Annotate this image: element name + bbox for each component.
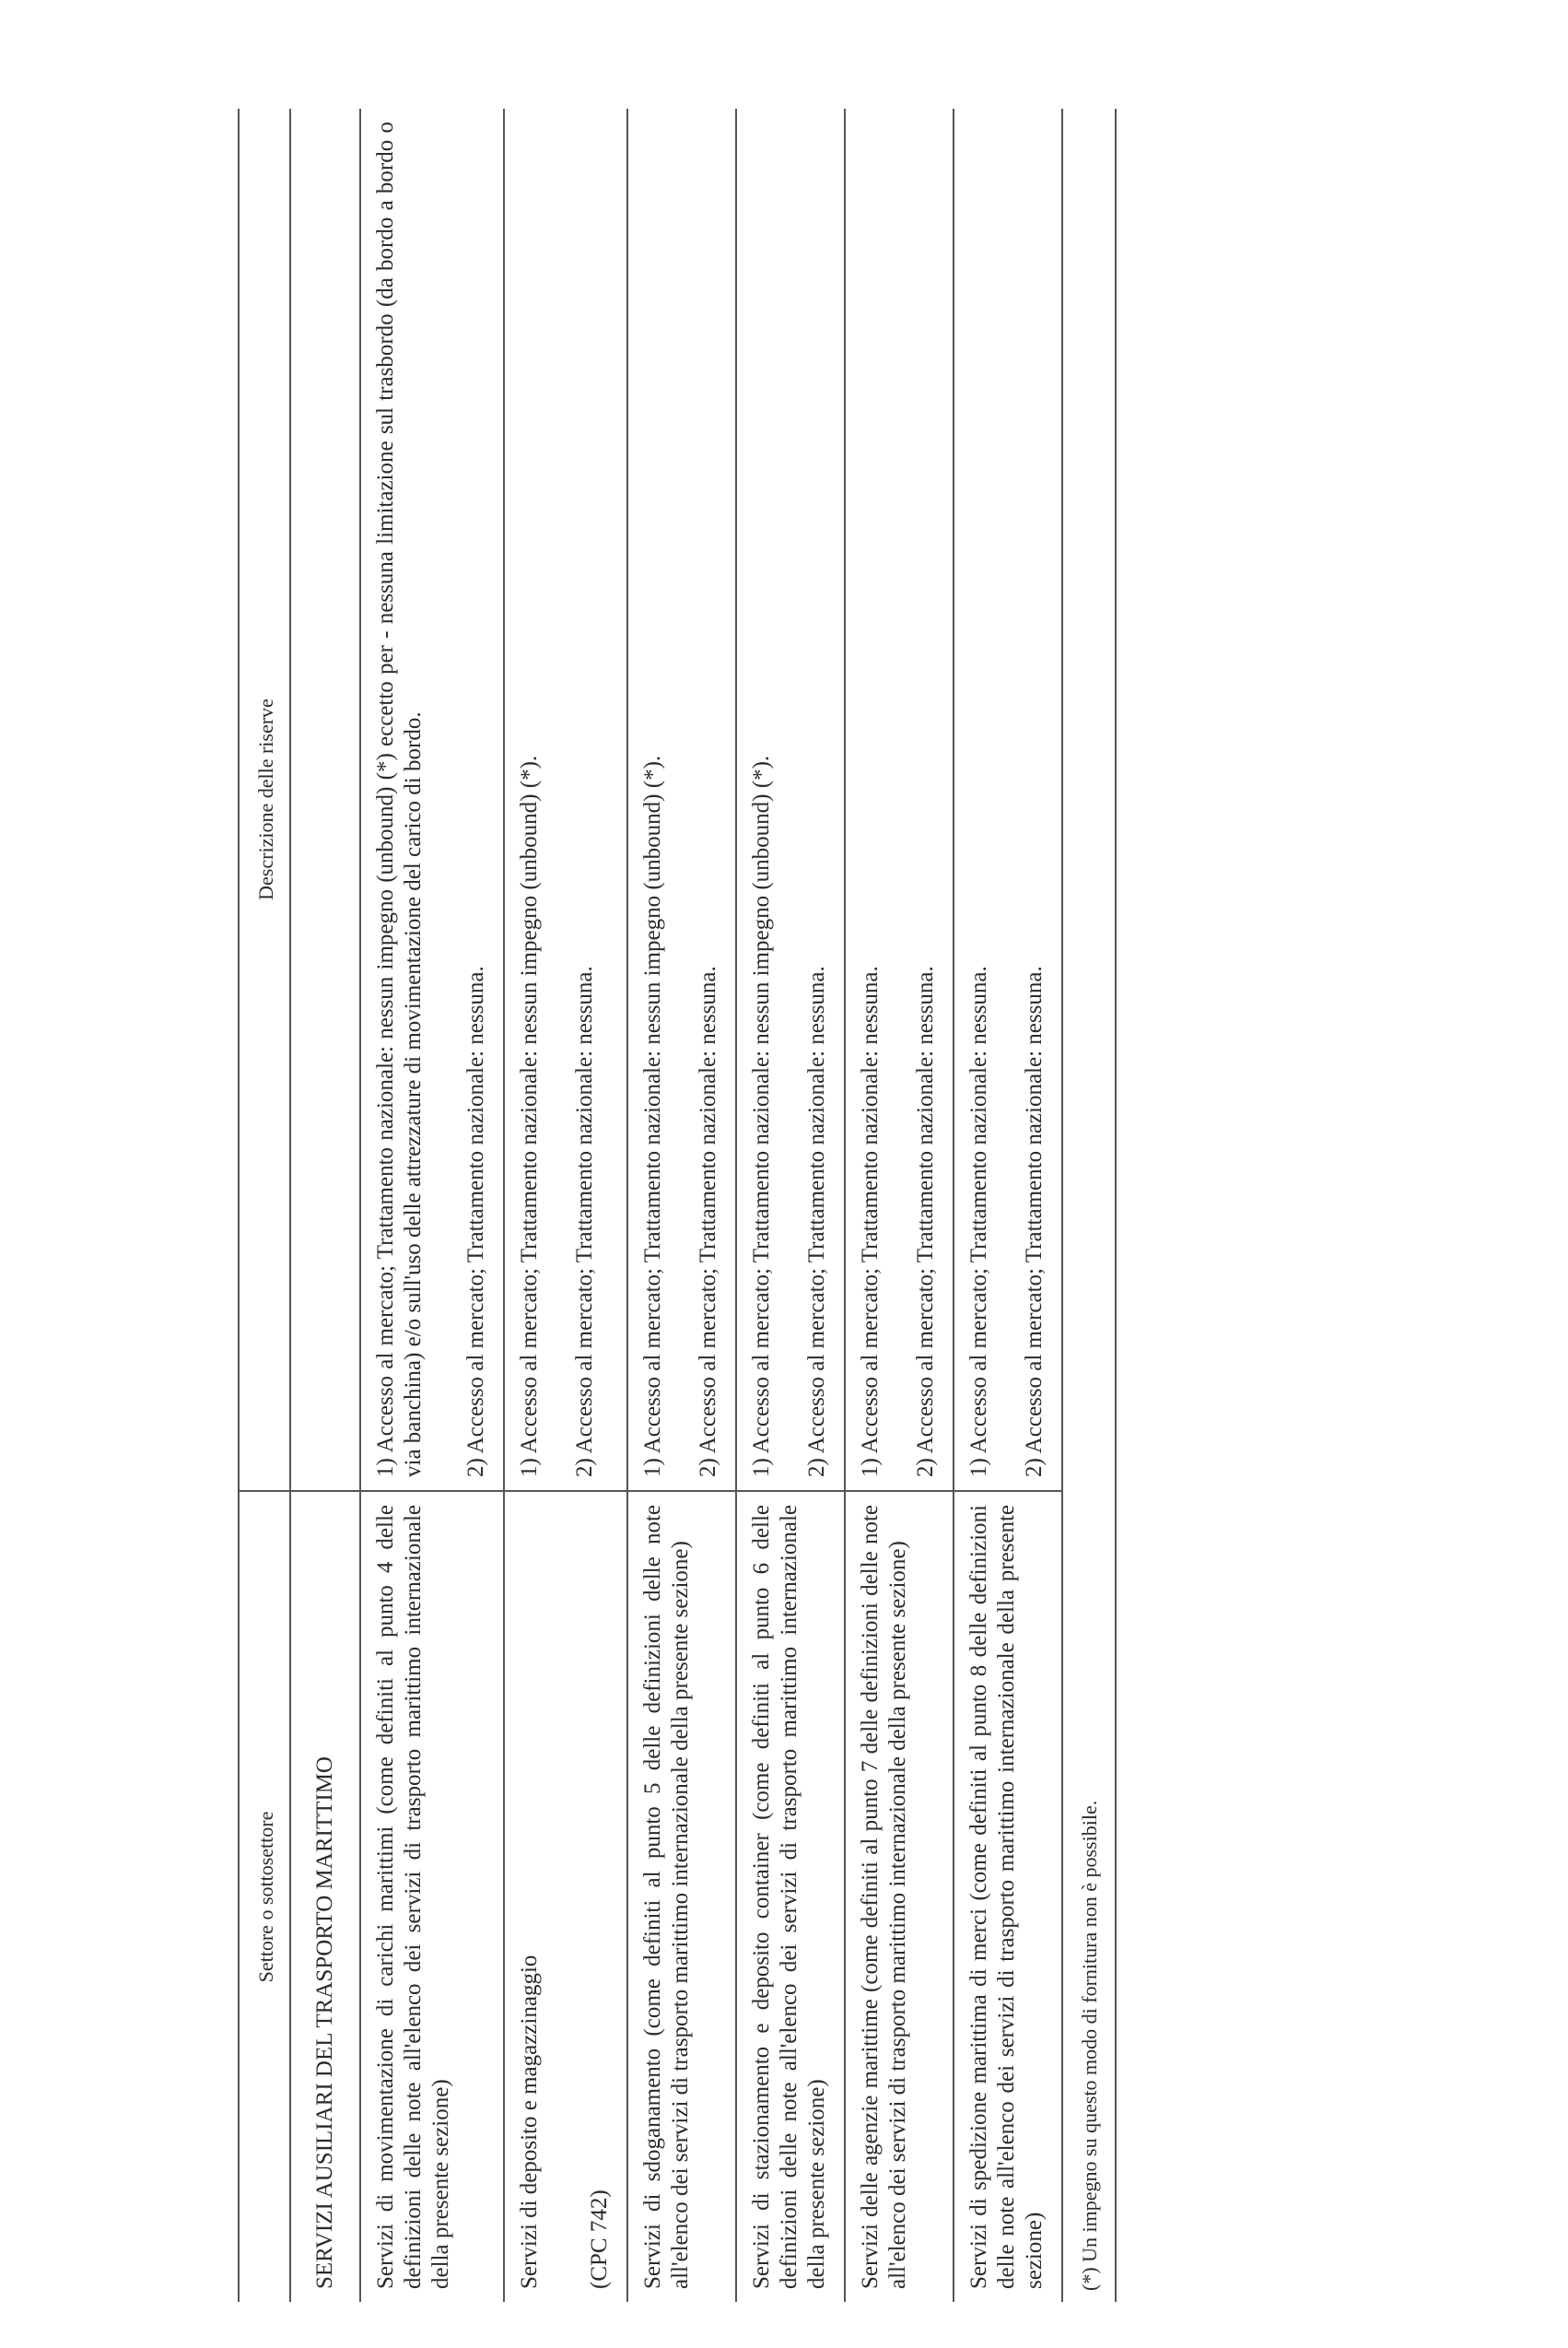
row-description (954, 109, 1062, 1491)
table-row (736, 109, 845, 2302)
sector-text: Servizi di movimentazione di carichi marittimi (come definiti al punto 4 delle definizioni delle note all'elenco dei servizi di trasporto marittimo internazionale della presente sezione) (373, 1505, 453, 2289)
row-description (360, 109, 504, 1491)
sector-text: Servizi delle agenzie marittime (come definiti al punto 7 delle definizioni delle note all'elenco dei servizi di trasporto marittimo internazionale della presente sezione) (858, 1505, 910, 2289)
reserve-item: 2) Accesso al mercato; Trattamento nazionale: nessuna. (572, 966, 597, 1477)
reserve-item: 1) Accesso al mercato; Trattamento nazionale: nessun impegno (unbound) (*) eccetto per - nessuna limitazione sul trasbordo (da bordo a bordo o via banchina) e/o sull'uso delle attrezzature di movimentazione del carico di bordo. (373, 122, 426, 1477)
sector-text: Servizi di stazionamento e deposito container (come definiti al punto 6 delle definizioni delle note all'elenco dei servizi di trasporto marittimo internazionale della presente sezione) (749, 1505, 829, 2289)
reserve-item: 1) Accesso al mercato; Trattamento nazionale: nessun impegno (unbound) (*). (640, 755, 665, 1477)
table-header-row (239, 109, 290, 2302)
row-sector (627, 1491, 736, 2302)
row-description (845, 109, 954, 1491)
table-row (360, 109, 504, 2302)
header-description: Descrizione delle riserve (239, 109, 290, 1491)
reserve-item: 2) Accesso al mercato; Trattamento nazionale: nessuna. (1022, 966, 1047, 1477)
reserve-item: 2) Accesso al mercato; Trattamento nazionale: nessuna. (696, 966, 720, 1477)
category-title: SERVIZI AUSILIARI DEL TRASPORTO MARITTIMO (290, 1491, 360, 2302)
sector-cpc-code: (CPC 742) (587, 2190, 612, 2289)
row-description (627, 109, 736, 1491)
reserve-item: 1) Accesso al mercato; Trattamento nazionale: nessuna. (858, 966, 883, 1477)
table-row (504, 109, 627, 2302)
reserve-item: 2) Accesso al mercato; Trattamento nazionale: nessuna. (913, 966, 938, 1477)
row-sector (504, 1491, 627, 2302)
row-sector (360, 1491, 504, 2302)
table-row (954, 109, 1062, 2302)
reserve-item: 1) Accesso al mercato; Trattamento nazionale: nessuna. (966, 966, 991, 1477)
row-sector (736, 1491, 845, 2302)
row-description (736, 109, 845, 1491)
reserve-item: 2) Accesso al mercato; Trattamento nazionale: nessuna. (804, 966, 829, 1477)
reserve-item: 1) Accesso al mercato; Trattamento nazionale: nessun impegno (unbound) (*). (749, 755, 774, 1477)
category-row (290, 109, 360, 2302)
reserve-item: 1) Accesso al mercato; Trattamento nazionale: nessun impegno (unbound) (*). (517, 755, 542, 1477)
table-row (627, 109, 736, 2302)
row-sector (954, 1491, 1062, 2302)
row-description (504, 109, 627, 1491)
category-description-empty (290, 109, 360, 1491)
sector-text: Servizi di sdoganamento (come definiti al punto 5 delle definizioni delle note all'elenco dei servizi di trasporto marittimo internazionale della presente sezione) (640, 1505, 693, 2289)
reserves-table (238, 109, 1063, 2302)
document-body (238, 109, 1117, 2302)
footnote: (*) Un impegno su questo modo di fornitura non è possibile. (1063, 109, 1117, 2302)
reserve-item: 2) Accesso al mercato; Trattamento nazionale: nessuna. (463, 966, 488, 1477)
row-sector (845, 1491, 954, 2302)
sector-text: Servizi di deposito e magazzinaggio (517, 1955, 542, 2289)
sector-text: Servizi di spedizione marittima di merci (come definiti al punto 8 delle definizioni delle note all'elenco dei servizi di trasporto marittimo internazionale della presente sezione) (966, 1505, 1047, 2289)
header-sector: Settore o sottosettore (239, 1491, 290, 2302)
table-row (845, 109, 954, 2302)
